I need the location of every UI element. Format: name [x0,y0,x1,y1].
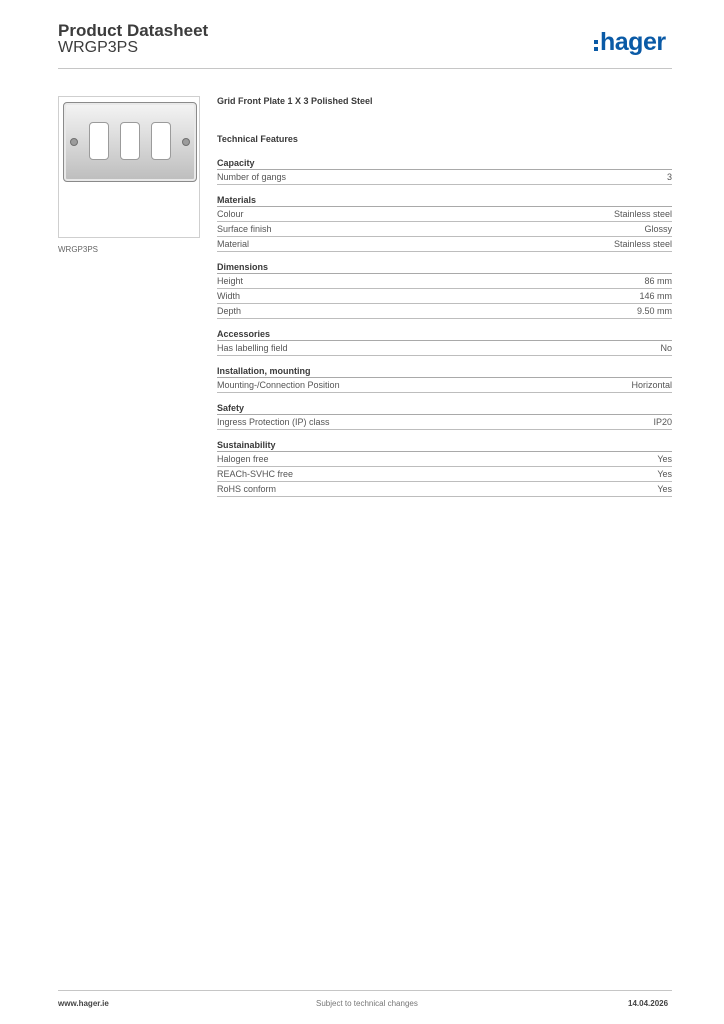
gang-slot-1 [89,122,109,160]
spec-label: Has labelling field [217,343,288,353]
spec-row [217,482,672,497]
spec-section [217,154,672,185]
spec-value: No [660,343,672,353]
technical-features-heading: Technical Features [217,134,298,144]
spec-label: Halogen free [217,454,269,464]
spec-value: 9.50 mm [636,306,672,316]
spec-label: Height [217,276,244,286]
spec-row [217,415,672,430]
spec-row [217,237,672,252]
screw-left-icon [70,138,78,146]
section-title: Materials [217,191,672,207]
spec-label: REACh-SVHC free [217,469,294,479]
page-title: Product Datasheet [58,21,209,40]
header-divider [58,68,672,69]
spec-label: Depth [217,306,242,316]
hager-logo [594,29,666,55]
spec-content [217,95,672,503]
spec-value: Yes [657,484,672,494]
spec-row [217,170,672,185]
product-image [58,96,200,238]
spec-row [217,304,672,319]
spec-row [217,341,672,356]
spec-row [217,289,672,304]
product-code-heading: WRGP3PS [58,39,139,56]
spec-label: Ingress Protection (IP) class [217,417,330,427]
footer-notice: Subject to technical changes [316,999,418,1008]
spec-value: Yes [657,469,672,479]
spec-value: Horizontal [631,380,672,390]
spec-label: Surface finish [217,224,272,234]
spec-section [217,436,672,497]
spec-row [217,452,672,467]
spec-row [217,378,672,393]
spec-label: RoHS conform [217,484,277,494]
section-title: Capacity [217,154,672,170]
spec-value: Glossy [644,224,672,234]
spec-label: Width [217,291,241,301]
section-title: Dimensions [217,258,672,274]
spec-value: Yes [657,454,672,464]
spec-section [217,362,672,393]
logo-text: hager [600,28,666,56]
spec-label: Mounting-/Connection Position [217,380,340,390]
spec-value: Stainless steel [613,209,672,219]
spec-row [217,222,672,237]
gang-slot-3 [151,122,171,160]
spec-label: Number of gangs [217,172,287,182]
logo-dots-icon [594,40,598,51]
footer-date: 14.04.2026 [628,999,669,1008]
footer-divider [58,990,672,991]
footer-website[interactable]: www.hager.ie [58,999,109,1008]
spec-section [217,399,672,430]
product-name: Grid Front Plate 1 X 3 Polished Steel [217,96,373,106]
spec-value: 86 mm [644,276,672,286]
section-title: Safety [217,399,672,415]
spec-row [217,467,672,482]
spec-value: Stainless steel [613,239,672,249]
spec-value: 3 [666,172,672,182]
image-caption: WRGP3PS [58,245,99,254]
spec-label: Colour [217,209,244,219]
spec-sections [217,154,672,497]
screw-right-icon [182,138,190,146]
spec-value: IP20 [653,417,672,427]
gang-slot-2 [120,122,140,160]
spec-row [217,207,672,222]
spec-row [217,274,672,289]
section-title: Sustainability [217,436,672,452]
spec-section [217,325,672,356]
front-plate-illustration [63,102,197,182]
spec-section [217,258,672,319]
spec-value: 146 mm [639,291,672,301]
spec-section [217,191,672,252]
section-title: Accessories [217,325,672,341]
spec-label: Material [217,239,250,249]
section-title: Installation, mounting [217,362,672,378]
